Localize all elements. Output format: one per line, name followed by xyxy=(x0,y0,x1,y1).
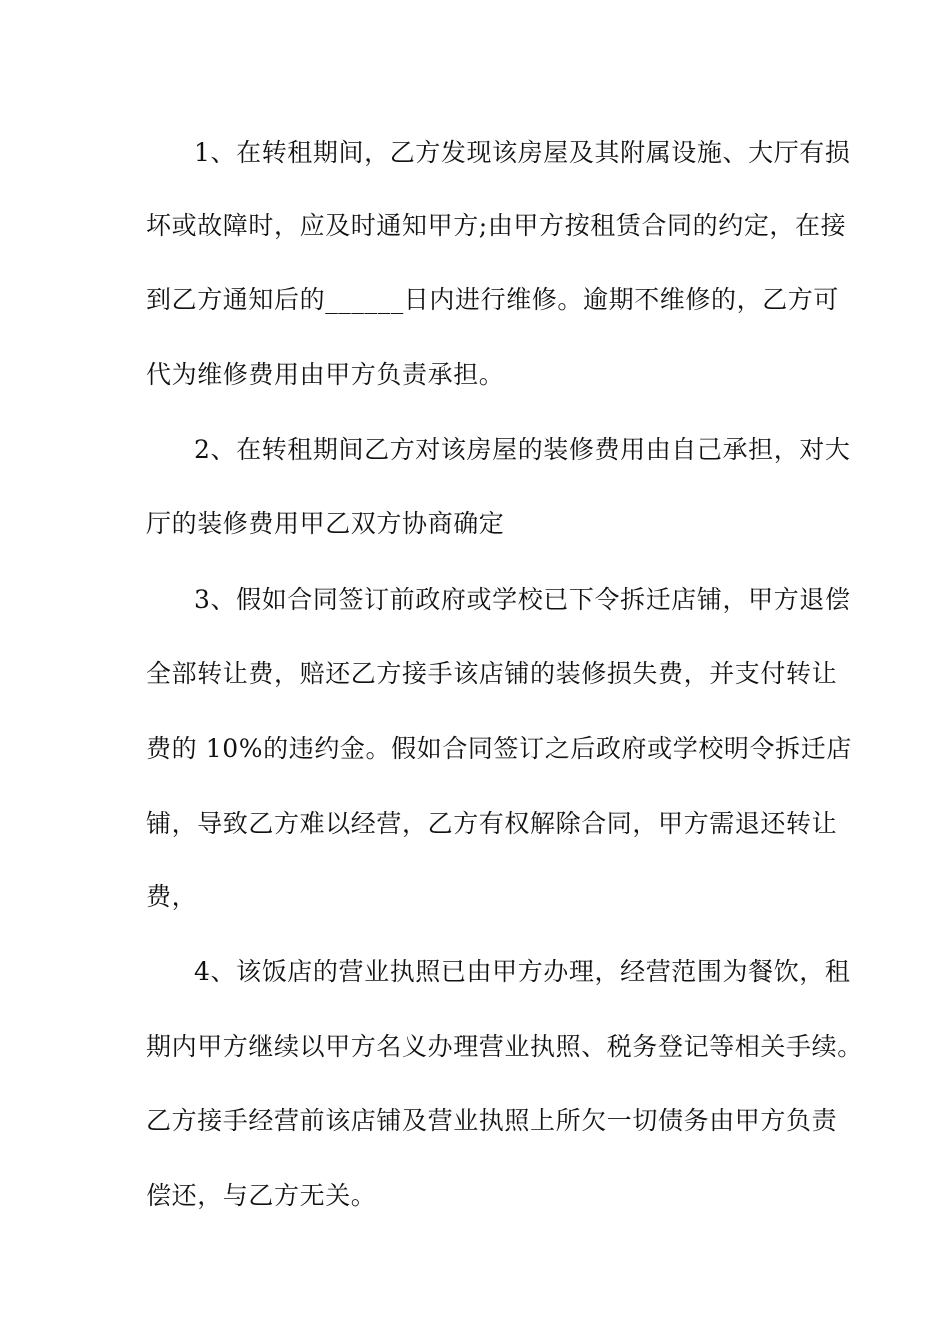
clause-1-line-2: 坏或故障时，应及时通知甲方;由甲方按租赁合同的约定，在接 xyxy=(146,211,847,240)
clause-3-line-4: 铺，导致乙方难以经营，乙方有权解除合同，甲方需退还转让 xyxy=(146,809,838,838)
clause-4-line-2: 期内甲方继续以甲方名义办理营业执照、税务登记等相关手续。 xyxy=(146,1032,863,1061)
clause-2-line-2: 厅的装修费用甲乙双方协商确定 xyxy=(146,509,505,538)
clause-1-line-3: 到乙方通知后的______日内进行维修。逾期不维修的，乙方可 xyxy=(146,285,840,314)
clause-1-line-1: 1、在转租期间，乙方发现该房屋及其附属设施、大厅有损 xyxy=(194,138,851,167)
clause-3-line-2: 全部转让费，赔还乙方接手该店铺的装修损失费，并支付转让 xyxy=(146,659,838,688)
clause-4-line-4: 偿还，与乙方无关。 xyxy=(146,1181,377,1210)
clause-3-line-5: 费， xyxy=(146,882,198,911)
clause-1-line-4: 代为维修费用由甲方负责承担。 xyxy=(146,360,505,389)
clause-4-line-3: 乙方接手经营前该店铺及营业执照上所欠一切债务由甲方负责 xyxy=(146,1106,838,1135)
clause-3-line-1: 3、假如合同签订前政府或学校已下令拆迁店铺，甲方退偿 xyxy=(194,585,851,614)
clause-3-line-3: 费的 10%的违约金。假如合同签订之后政府或学校明令拆迁店 xyxy=(146,734,852,763)
clause-4-line-1: 4、该饭店的营业执照已由甲方办理，经营范围为餐饮，租 xyxy=(194,957,851,986)
clause-2-line-1: 2、在转租期间乙方对该房屋的装修费用由自己承担，对大 xyxy=(194,435,851,464)
